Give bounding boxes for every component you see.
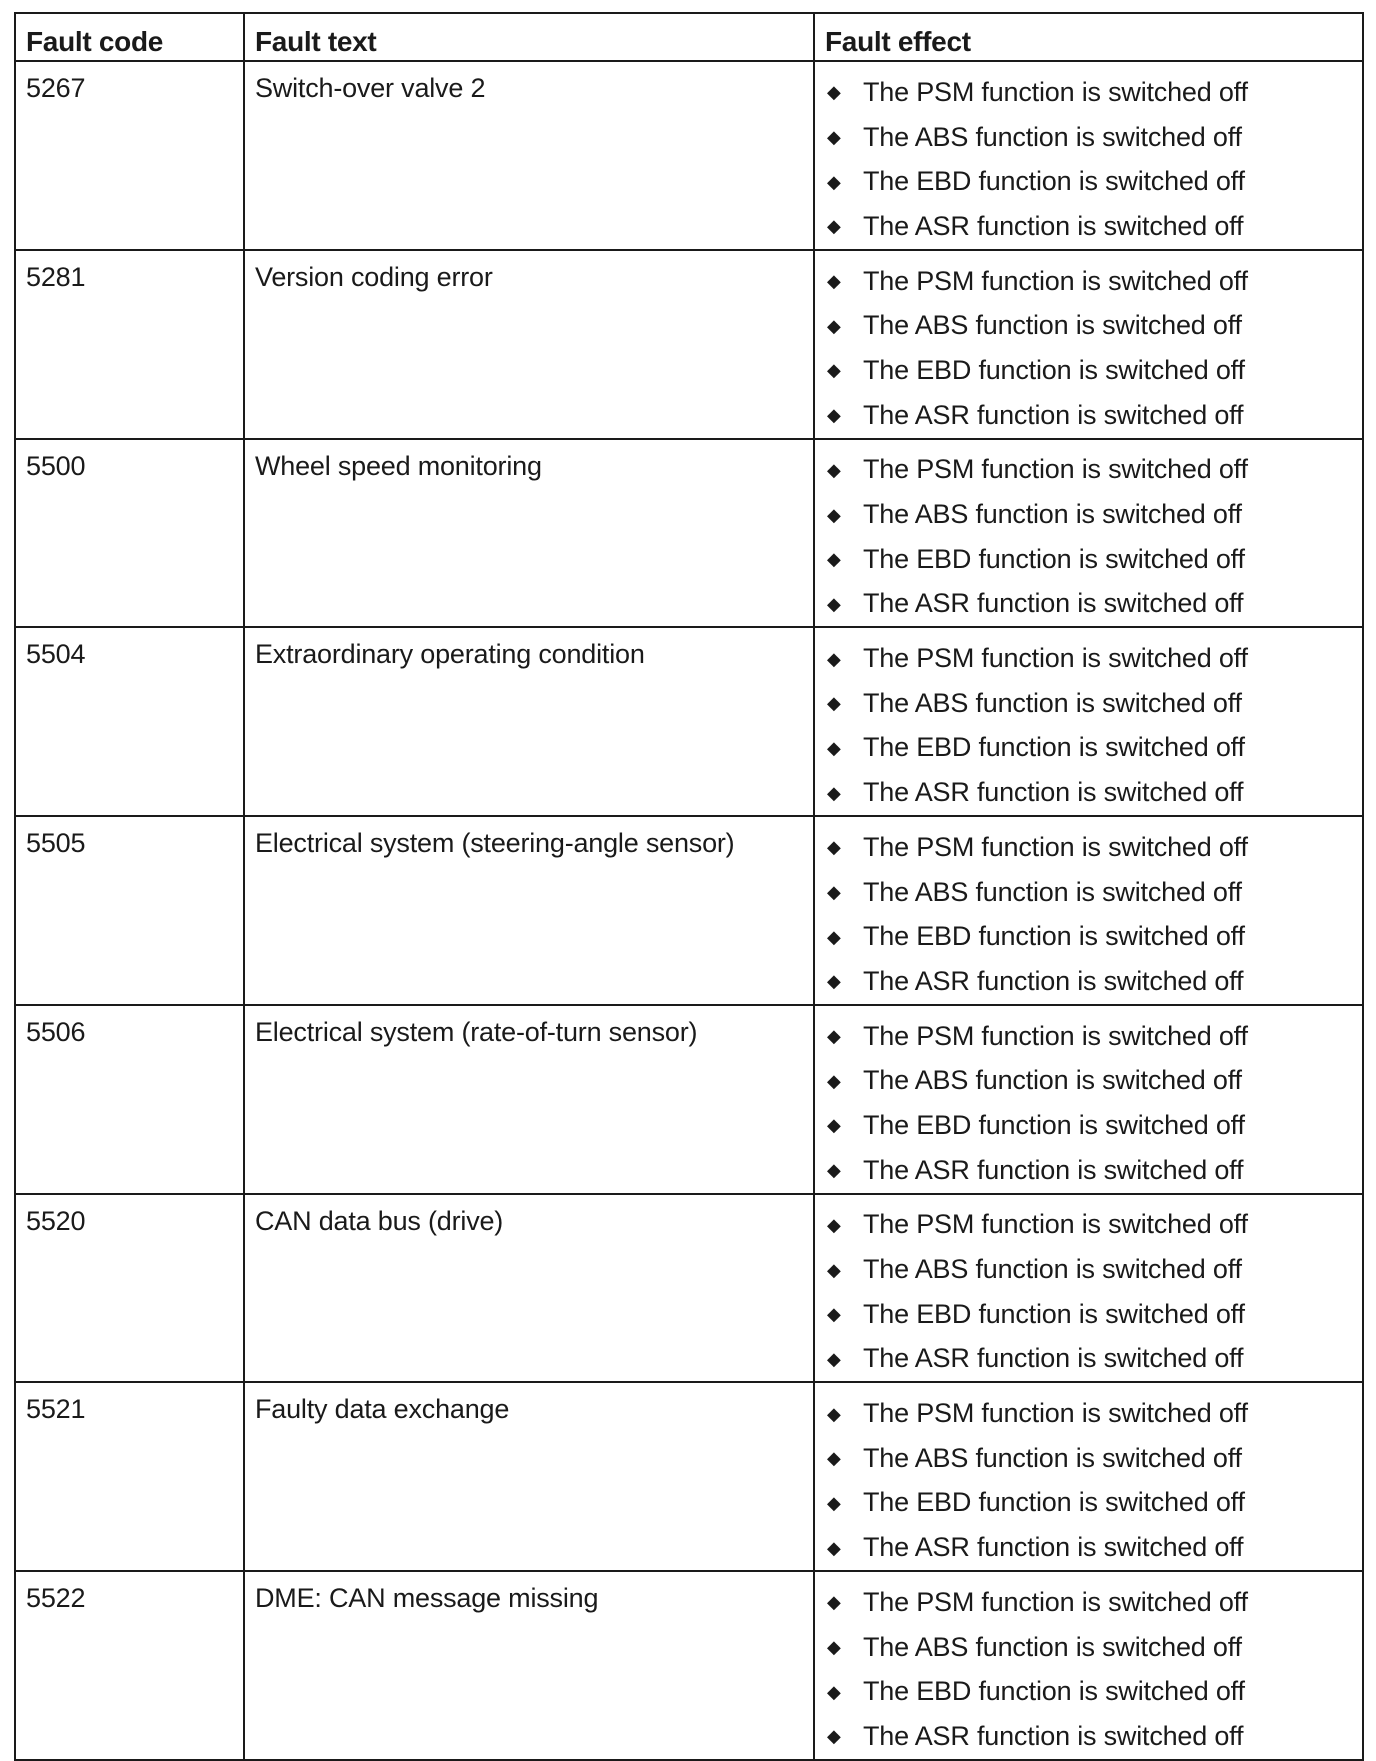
list-item: [825, 1481, 1352, 1526]
fault-text: DME: CAN message missing: [255, 1583, 599, 1613]
fault-effect-text: The EBD function is switched off: [863, 732, 1245, 763]
fault-text-cell: [244, 1571, 814, 1760]
fault-effect-cell: [814, 1005, 1363, 1194]
fault-effect-text: The EBD function is switched off: [863, 354, 1245, 385]
diamond-bullet-icon: ◆: [827, 1726, 841, 1747]
list-item: [825, 636, 1352, 681]
table-row: [15, 1571, 1363, 1760]
fault-code: 5522: [26, 1583, 86, 1613]
diamond-bullet-icon: ◆: [827, 504, 841, 525]
fault-effect-list: [825, 1383, 1352, 1570]
list-item: [825, 1148, 1352, 1193]
table-row: [15, 1382, 1363, 1571]
fault-effect-cell: [814, 627, 1363, 816]
diamond-bullet-icon: ◆: [827, 549, 841, 570]
fault-text: Faulty data exchange: [255, 1394, 510, 1425]
fault-code-table: [14, 12, 1364, 1761]
list-item: [825, 303, 1352, 348]
list-item: [825, 115, 1352, 160]
list-item: [825, 1014, 1352, 1059]
diamond-bullet-icon: ◆: [827, 837, 841, 858]
fault-effect-text: The PSM function is switched off: [863, 643, 1248, 674]
fault-effect-text: The ASR function is switched off: [863, 1532, 1244, 1563]
diamond-bullet-icon: ◆: [827, 782, 841, 803]
list-item: [825, 1669, 1352, 1714]
fault-effect-text: The ASR function is switched off: [863, 1720, 1244, 1751]
diamond-bullet-icon: ◆: [827, 1214, 841, 1235]
diamond-bullet-icon: ◆: [827, 1403, 841, 1424]
fault-effect-text: The EBD function is switched off: [863, 543, 1245, 574]
fault-text-cell: [244, 439, 814, 628]
fault-effect-text: The PSM function is switched off: [863, 76, 1248, 107]
diamond-bullet-icon: ◆: [827, 737, 841, 758]
diamond-bullet-icon: ◆: [827, 216, 841, 237]
fault-code: 5504: [26, 639, 86, 670]
table-row: [15, 1005, 1363, 1194]
fault-code-cell: [15, 250, 244, 439]
fault-effect-text: The EBD function is switched off: [863, 1298, 1245, 1329]
fault-effect-text: The ABS function is switched off: [863, 1254, 1242, 1285]
table-row: [15, 1194, 1363, 1383]
fault-effect-cell: [814, 250, 1363, 439]
list-item: [825, 582, 1352, 627]
fault-code: 5521: [26, 1394, 86, 1425]
fault-effect-list: [825, 251, 1352, 438]
fault-effect-text: The EBD function is switched off: [863, 1109, 1245, 1140]
fault-code-cell: [15, 1382, 244, 1571]
fault-effect-text: The ASR function is switched off: [863, 399, 1244, 430]
table-row: [15, 61, 1363, 250]
diamond-bullet-icon: ◆: [827, 882, 841, 903]
fault-text-cell: [244, 1382, 814, 1571]
fault-effect-text: The ABS function is switched off: [863, 1631, 1242, 1662]
fault-code-cell: [15, 1194, 244, 1383]
diamond-bullet-icon: ◆: [827, 127, 841, 148]
fault-effect-text: The ABS function is switched off: [863, 1065, 1242, 1096]
fault-effect-text: The PSM function is switched off: [863, 1586, 1248, 1617]
fault-text: CAN data bus (drive): [255, 1205, 504, 1236]
fault-effect-cell: [814, 816, 1363, 1005]
list-item: [825, 1714, 1352, 1759]
fault-effect-cell: [814, 1194, 1363, 1383]
diamond-bullet-icon: ◆: [827, 1304, 841, 1325]
fault-effect-text: The ASR function is switched off: [863, 1154, 1244, 1185]
fault-effect-list: [825, 62, 1352, 249]
fault-effect-text: The ASR function is switched off: [863, 1343, 1244, 1374]
list-item: [825, 204, 1352, 249]
fault-effect-text: The ABS function is switched off: [863, 1442, 1242, 1473]
diamond-bullet-icon: ◆: [827, 1026, 841, 1047]
list-item: [825, 959, 1352, 1004]
fault-text: Switch-over valve 2: [255, 73, 486, 103]
fault-text: Electrical system (rate-of-turn sensor): [255, 1016, 698, 1047]
diamond-bullet-icon: ◆: [827, 593, 841, 614]
fault-effect-text: The PSM function is switched off: [863, 454, 1248, 485]
list-item: [825, 770, 1352, 815]
table-row: [15, 627, 1363, 816]
fault-effect-text: The ASR function is switched off: [863, 588, 1244, 619]
fault-text-cell: [244, 816, 814, 1005]
fault-text: Electrical system (steering-angle sensor): [255, 828, 735, 858]
fault-effect-text: The ABS function is switched off: [863, 310, 1242, 341]
list-item: [825, 1292, 1352, 1337]
fault-effect-text: The PSM function is switched off: [863, 1398, 1248, 1429]
list-item: [825, 259, 1352, 304]
fault-effect-text: The ASR function is switched off: [863, 777, 1244, 808]
list-item: [825, 1580, 1352, 1625]
list-item: [825, 1391, 1352, 1436]
fault-code: 5506: [26, 1016, 86, 1047]
list-item: [825, 1058, 1352, 1103]
list-item: [825, 1203, 1352, 1248]
fault-effect-text: The ASR function is switched off: [863, 210, 1244, 241]
fault-effect-text: The PSM function is switched off: [863, 1209, 1248, 1240]
list-item: [825, 1525, 1352, 1570]
diamond-bullet-icon: ◆: [827, 315, 841, 336]
list-item: [825, 1625, 1352, 1670]
fault-effect-list: [825, 440, 1352, 627]
fault-effect-text: The EBD function is switched off: [863, 1676, 1245, 1707]
fault-effect-text: The ABS function is switched off: [863, 876, 1242, 907]
fault-effect-list: [825, 817, 1352, 1004]
list-item: [825, 159, 1352, 204]
list-item: [825, 1103, 1352, 1148]
header-fault-text: Fault text: [244, 13, 814, 61]
fault-text-cell: [244, 1005, 814, 1194]
fault-effect-text: The ABS function is switched off: [863, 687, 1242, 718]
list-item: [825, 914, 1352, 959]
fault-effect-text: The ASR function is switched off: [863, 965, 1244, 996]
diamond-bullet-icon: ◆: [827, 1592, 841, 1613]
fault-code: 5505: [26, 828, 86, 858]
diamond-bullet-icon: ◆: [827, 82, 841, 103]
fault-code-cell: [15, 627, 244, 816]
diamond-bullet-icon: ◆: [827, 1537, 841, 1558]
fault-code-cell: [15, 61, 244, 250]
table-row: [15, 250, 1363, 439]
diamond-bullet-icon: ◆: [827, 693, 841, 714]
table-body: [15, 61, 1363, 1760]
diamond-bullet-icon: ◆: [827, 1259, 841, 1280]
fault-effect-text: The EBD function is switched off: [863, 166, 1245, 197]
table-row: [15, 439, 1363, 628]
list-item: [825, 1337, 1352, 1382]
list-item: [825, 492, 1352, 537]
fault-effect-text: The PSM function is switched off: [863, 1020, 1248, 1051]
fault-text-cell: [244, 627, 814, 816]
fault-effect-cell: [814, 1571, 1363, 1760]
diamond-bullet-icon: ◆: [827, 171, 841, 192]
fault-code: 5267: [26, 73, 86, 103]
list-item: [825, 726, 1352, 771]
fault-code-cell: [15, 439, 244, 628]
list-item: [825, 870, 1352, 915]
list-item: [825, 537, 1352, 582]
list-item: [825, 393, 1352, 438]
diamond-bullet-icon: ◆: [827, 360, 841, 381]
list-item: [825, 70, 1352, 115]
diamond-bullet-icon: ◆: [827, 1637, 841, 1658]
list-item: [825, 1436, 1352, 1481]
table-header-row: [15, 13, 1363, 61]
list-item: [825, 825, 1352, 870]
fault-effect-text: The EBD function is switched off: [863, 1487, 1245, 1518]
diamond-bullet-icon: ◆: [827, 926, 841, 947]
diamond-bullet-icon: ◆: [827, 271, 841, 292]
fault-code-cell: [15, 1005, 244, 1194]
diamond-bullet-icon: ◆: [827, 1348, 841, 1369]
list-item: [825, 1247, 1352, 1292]
list-item: [825, 448, 1352, 493]
fault-effect-list: [825, 1572, 1352, 1759]
header-fault-effect: Fault effect: [814, 13, 1363, 61]
fault-effect-cell: [814, 1382, 1363, 1571]
diamond-bullet-icon: ◆: [827, 1115, 841, 1136]
fault-text-cell: [244, 61, 814, 250]
fault-text: Version coding error: [255, 261, 493, 292]
fault-effect-cell: [814, 439, 1363, 628]
list-item: [825, 681, 1352, 726]
fault-text: Wheel speed monitoring: [255, 450, 542, 481]
diamond-bullet-icon: ◆: [827, 971, 841, 992]
fault-code: 5520: [26, 1205, 86, 1236]
fault-effect-list: [825, 1195, 1352, 1382]
list-item: [825, 348, 1352, 393]
fault-code: 5500: [26, 450, 86, 481]
fault-text-cell: [244, 1194, 814, 1383]
diamond-bullet-icon: ◆: [827, 1492, 841, 1513]
diamond-bullet-icon: ◆: [827, 1681, 841, 1702]
diamond-bullet-icon: ◆: [827, 1448, 841, 1469]
diamond-bullet-icon: ◆: [827, 1160, 841, 1181]
fault-effect-text: The PSM function is switched off: [863, 831, 1248, 862]
fault-effect-text: The ABS function is switched off: [863, 121, 1242, 152]
diamond-bullet-icon: ◆: [827, 648, 841, 669]
fault-text: Extraordinary operating condition: [255, 639, 645, 670]
header-fault-code: Fault code: [15, 13, 244, 61]
fault-code-cell: [15, 816, 244, 1005]
fault-effect-list: [825, 628, 1352, 815]
fault-text-cell: [244, 250, 814, 439]
fault-code: 5281: [26, 261, 86, 292]
fault-effect-text: The EBD function is switched off: [863, 921, 1245, 952]
diamond-bullet-icon: ◆: [827, 405, 841, 426]
diamond-bullet-icon: ◆: [827, 1070, 841, 1091]
diamond-bullet-icon: ◆: [827, 459, 841, 480]
table-row: [15, 816, 1363, 1005]
fault-effect-cell: [814, 61, 1363, 250]
fault-effect-list: [825, 1006, 1352, 1193]
fault-effect-text: The PSM function is switched off: [863, 265, 1248, 296]
fault-effect-text: The ABS function is switched off: [863, 499, 1242, 530]
fault-code-cell: [15, 1571, 244, 1760]
